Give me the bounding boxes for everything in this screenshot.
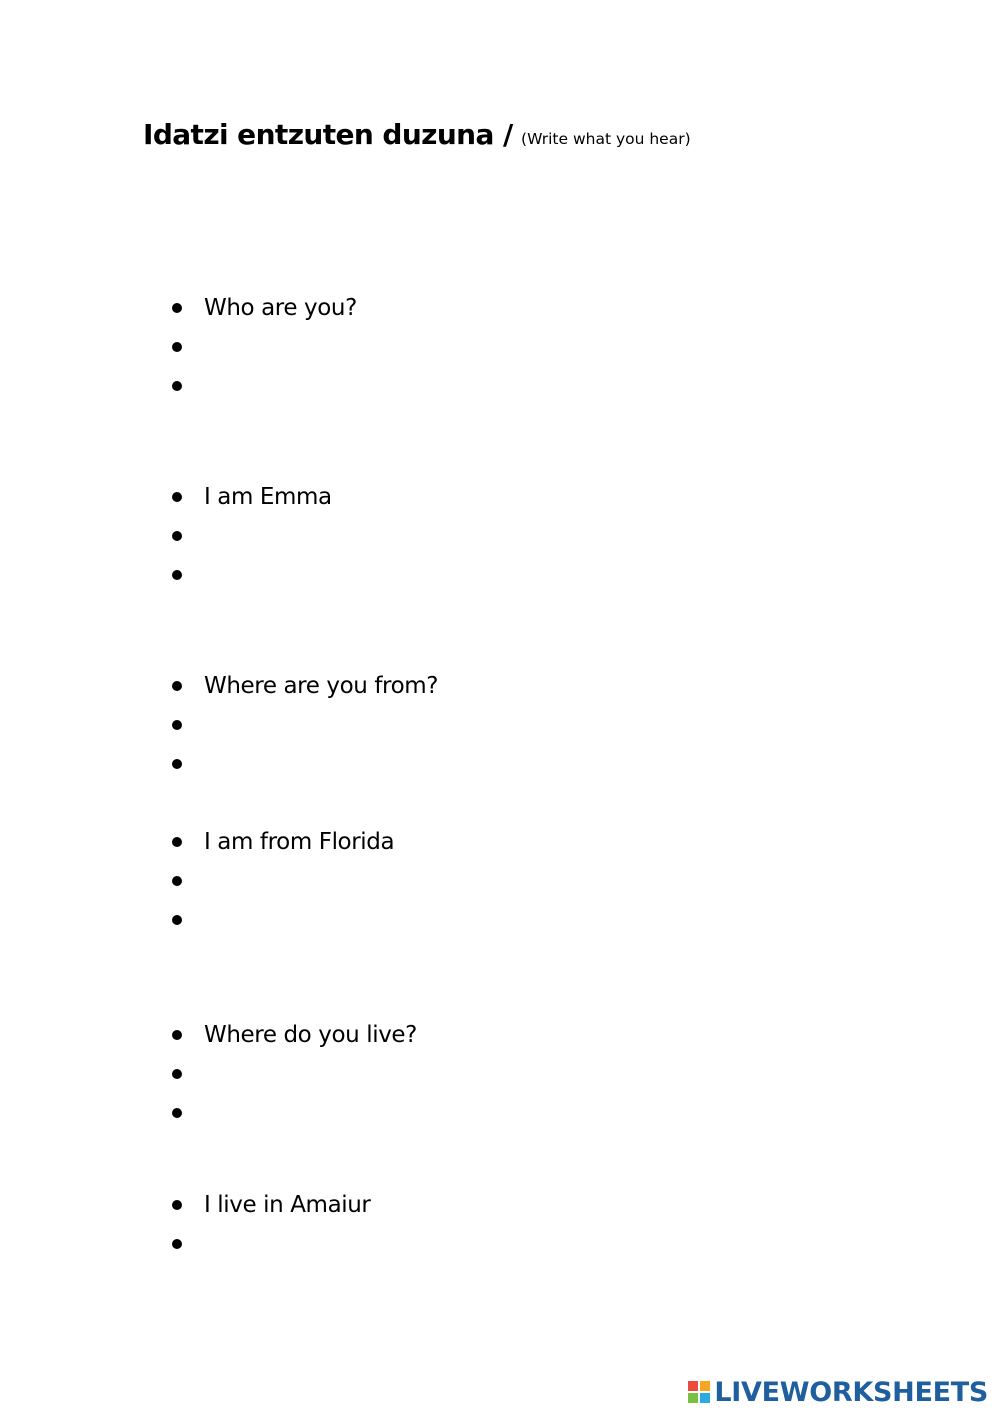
bullet-icon (172, 342, 182, 352)
liveworksheets-logo-icon (688, 1381, 712, 1405)
bullet-icon (172, 492, 182, 502)
bullet-icon (172, 1239, 182, 1249)
list-item[interactable] (172, 710, 182, 740)
list-item-text: Where do you live? (204, 1022, 417, 1048)
list-item (172, 482, 332, 512)
list-item (172, 827, 395, 857)
logo-wordmark: LIVEWORKSHEETS (714, 1377, 988, 1408)
bullet-icon (172, 837, 182, 847)
bullet-icon (172, 303, 182, 313)
bullet-icon (172, 915, 182, 925)
logo-square (688, 1381, 698, 1391)
list-item[interactable] (172, 1229, 182, 1259)
title-main: Idatzi entzuten duzuna / (143, 118, 513, 151)
bullet-icon (172, 1069, 182, 1079)
list-item[interactable] (172, 1098, 182, 1128)
list-item-text: Where are you from? (204, 673, 439, 699)
bullet-icon (172, 381, 182, 391)
bullet-icon (172, 720, 182, 730)
logo-square (700, 1381, 710, 1391)
logo-square (688, 1393, 698, 1403)
list-item-text: I live in Amaiur (204, 1192, 371, 1218)
liveworksheets-logo (688, 1377, 988, 1408)
worksheet-title (143, 118, 691, 151)
list-item[interactable] (172, 521, 182, 551)
list-item[interactable] (172, 371, 182, 401)
list-item-text: I am from Florida (204, 829, 395, 855)
bullet-icon (172, 876, 182, 886)
bullet-icon (172, 1030, 182, 1040)
list-item (172, 1190, 371, 1220)
list-item-text: I am Emma (204, 484, 332, 510)
list-item[interactable] (172, 560, 182, 590)
bullet-icon (172, 1108, 182, 1118)
list-item (172, 671, 439, 701)
list-item[interactable] (172, 866, 182, 896)
list-item[interactable] (172, 332, 182, 362)
list-item[interactable] (172, 749, 182, 779)
list-item-text: Who are you? (204, 295, 357, 321)
list-item (172, 1020, 417, 1050)
logo-square (700, 1393, 710, 1403)
list-item (172, 293, 357, 323)
bullet-icon (172, 531, 182, 541)
list-item[interactable] (172, 1059, 182, 1089)
list-item[interactable] (172, 905, 182, 935)
bullet-icon (172, 1200, 182, 1210)
bullet-icon (172, 570, 182, 580)
bullet-icon (172, 681, 182, 691)
title-subtitle: (Write what you hear) (521, 130, 691, 148)
bullet-icon (172, 759, 182, 769)
